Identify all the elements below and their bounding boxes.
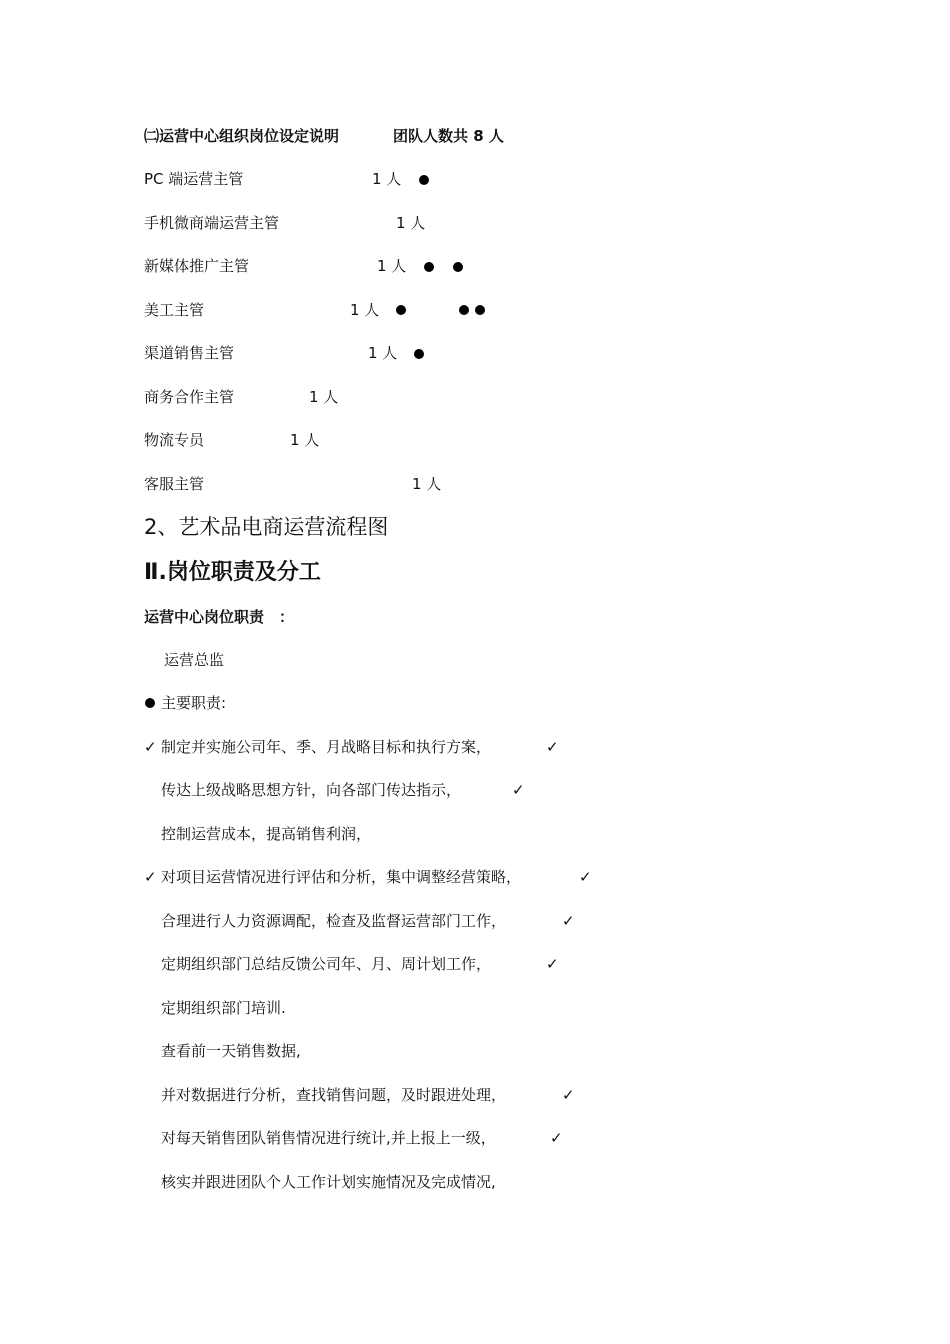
position-role: 客服主管 [144,475,205,493]
check-icon: ✓ [562,912,575,930]
check-icon: ✓ [546,738,559,756]
check-icon: ✓ [579,868,592,886]
flowchart-heading: 2、艺术品电商运营流程图 [144,515,389,539]
duty-item: 合理进行人力资源调配，检查及监督运营部门工作， [161,912,507,930]
check-icon: ✓ [546,955,559,973]
position-count: 1 人 [396,214,426,232]
duty-item: 定期组织部门总结反馈公司年、月、周计划工作， [161,955,492,973]
position-count: 1 人 [309,388,339,406]
position-role: 新媒体推广主管 [144,257,250,275]
check-icon: ✓ [144,868,157,886]
duty-item: 定期组织部门培训. [161,999,286,1017]
director-title: 运营总监 [164,651,225,669]
duty-item: 查看前一天销售数据, [161,1042,301,1060]
check-icon: ✓ [144,738,157,756]
team-total-label: 团队人数共 8 人 [393,127,504,145]
duty-item: 对项目运营情况进行评估和分析，集中调整经营策略， [161,868,522,886]
position-count: 1 人 [290,431,320,449]
position-role: 物流专员 [144,431,205,449]
position-role: 渠道销售主管 [144,344,235,362]
position-count: 1 人 [368,344,398,362]
chapter-heading: Ⅱ.岗位职责及分工 [144,560,321,585]
duty-item: 控制运营成本，提高销售利润， [161,825,372,843]
bullet-dot [459,305,469,315]
position-count: 1 人 [412,475,442,493]
position-role: 手机微商端运营主管 [144,214,280,232]
section-heading-title: ㈡运营中心组织岗位设定说明 [144,127,340,145]
bullet-dot [145,698,155,708]
duties-heading: 运营中心岗位职责 ： [144,608,295,626]
check-icon: ✓ [512,781,525,799]
position-count: 1 人 [372,170,402,188]
bullet-dot [414,349,424,359]
duty-item: 核实并跟进团队个人工作计划实施情况及完成情况, [161,1173,496,1191]
bullet-dot [396,305,406,315]
duty-item: 对每天销售团队销售情况进行统计,并上报上一级， [161,1129,496,1147]
duty-item: 制定并实施公司年、季、月战略目标和执行方案， [161,738,492,756]
bullet-dot [419,175,429,185]
bullet-dot [453,262,463,272]
position-role: 商务合作主管 [144,388,235,406]
duty-item: 传达上级战略思想方针，向各部门传达指示， [161,781,462,799]
check-icon: ✓ [550,1129,563,1147]
position-count: 1 人 [377,257,407,275]
duty-item: 并对数据进行分析，查找销售问题，及时跟进处理， [161,1086,507,1104]
check-icon: ✓ [562,1086,575,1104]
position-count: 1 人 [350,301,380,319]
main-duties-label: 主要职责: [161,694,227,712]
bullet-dot [424,262,434,272]
bullet-dot [475,305,485,315]
position-role: 美工主管 [144,301,205,319]
position-role: PC 端运营主管 [144,170,244,188]
